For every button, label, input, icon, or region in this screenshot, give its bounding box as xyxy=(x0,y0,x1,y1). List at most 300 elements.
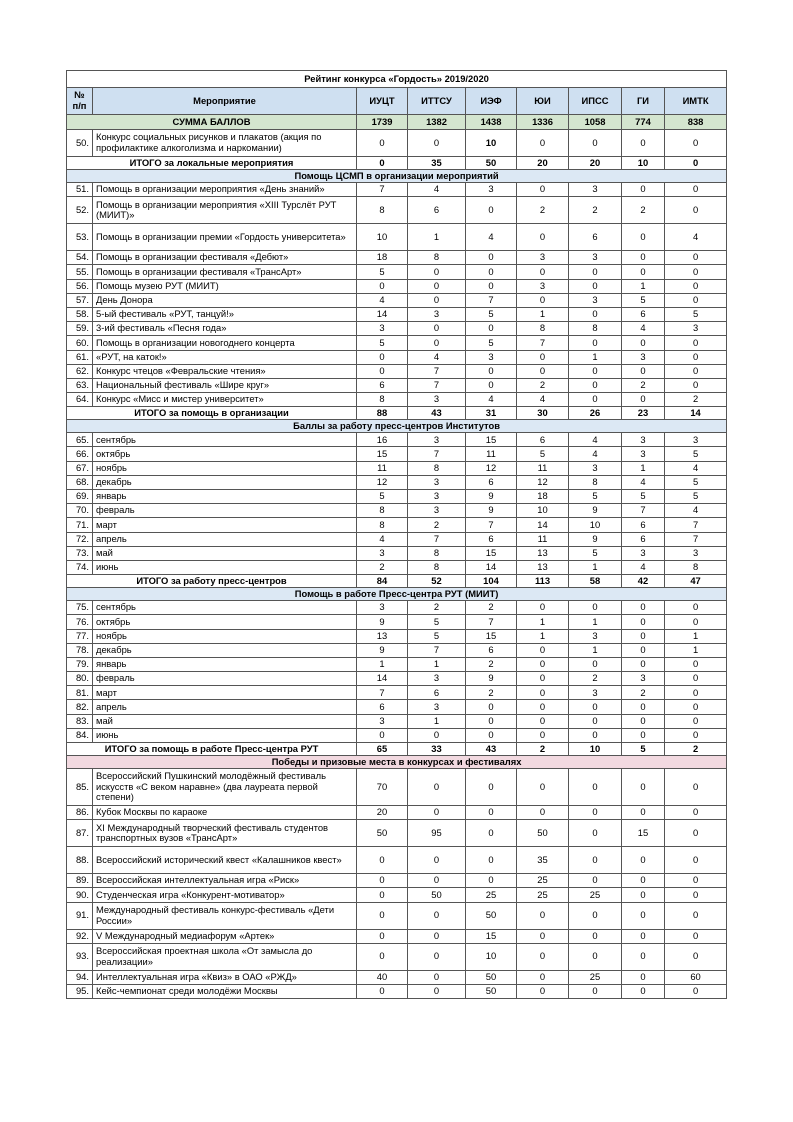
score-cell: 0 xyxy=(466,322,517,336)
score-cell: 7 xyxy=(665,518,727,532)
table-row xyxy=(67,322,727,336)
score-cell: 0 xyxy=(622,393,665,407)
score-cell: 0 xyxy=(569,769,622,806)
table-row xyxy=(67,888,727,902)
score-cell: 0 xyxy=(665,378,727,392)
score-cell: 2 xyxy=(665,393,727,407)
score-cell: 0 xyxy=(665,769,727,806)
score-cell: 70 xyxy=(357,769,408,806)
table-row xyxy=(67,847,727,874)
score-cell: 6 xyxy=(466,532,517,546)
sum-value: 1438 xyxy=(466,115,517,130)
score-cell: 0 xyxy=(665,847,727,874)
table-row xyxy=(67,293,727,307)
total-value: 26 xyxy=(569,407,622,420)
score-cell: 0 xyxy=(569,806,622,820)
score-cell: 50 xyxy=(466,970,517,984)
score-cell: 4 xyxy=(408,350,466,364)
score-cell: 0 xyxy=(569,378,622,392)
table-row xyxy=(67,728,727,742)
score-cell: 2 xyxy=(466,686,517,700)
event-name: Всероссийский исторический квест «Калашников квест» xyxy=(93,847,357,874)
score-cell: 13 xyxy=(517,560,569,574)
event-name: сентябрь xyxy=(93,601,357,615)
event-name: Всероссийская интеллектуальная игра «Риск» xyxy=(93,874,357,888)
total-value: 65 xyxy=(357,743,408,756)
header-institute: ЮИ xyxy=(517,88,569,115)
score-cell: 0 xyxy=(517,970,569,984)
score-cell: 4 xyxy=(622,322,665,336)
row-number: 66. xyxy=(67,447,93,461)
score-cell: 0 xyxy=(665,943,727,970)
row-number: 79. xyxy=(67,657,93,671)
table-row xyxy=(67,433,727,447)
score-cell: 0 xyxy=(622,874,665,888)
score-cell: 6 xyxy=(569,224,622,251)
section-title: Помощь ЦСМП в организации мероприятий xyxy=(67,170,727,183)
header-institute: ИЭФ xyxy=(466,88,517,115)
total-value: 10 xyxy=(569,743,622,756)
total-value: 0 xyxy=(665,157,727,170)
score-cell: 1 xyxy=(517,307,569,321)
total-value: 10 xyxy=(622,157,665,170)
score-cell: 10 xyxy=(357,224,408,251)
row-number: 52. xyxy=(67,197,93,224)
event-name: Конкурс чтецов «Февральские чтения» xyxy=(93,364,357,378)
score-cell: 0 xyxy=(357,902,408,929)
score-cell: 3 xyxy=(466,183,517,197)
event-name: «РУТ, на каток!» xyxy=(93,350,357,364)
score-cell: 1 xyxy=(665,629,727,643)
row-number: 92. xyxy=(67,929,93,943)
score-cell: 4 xyxy=(665,461,727,475)
row-number: 65. xyxy=(67,433,93,447)
score-cell: 0 xyxy=(622,902,665,929)
score-cell: 7 xyxy=(408,643,466,657)
score-cell: 6 xyxy=(357,700,408,714)
event-name: ноябрь xyxy=(93,461,357,475)
section-header-row xyxy=(67,588,727,601)
row-number: 75. xyxy=(67,601,93,615)
score-cell: 0 xyxy=(517,183,569,197)
event-name: Интеллектуальная игра «Квиз» в ОАО «РЖД» xyxy=(93,970,357,984)
score-cell: 3 xyxy=(622,672,665,686)
table-row xyxy=(67,970,727,984)
score-cell: 0 xyxy=(357,984,408,998)
score-cell: 0 xyxy=(466,364,517,378)
section-header-row xyxy=(67,170,727,183)
score-cell: 0 xyxy=(517,293,569,307)
score-cell: 15 xyxy=(466,929,517,943)
score-cell: 0 xyxy=(466,251,517,265)
score-cell: 0 xyxy=(569,874,622,888)
row-number: 95. xyxy=(67,984,93,998)
header-institute: ИМТК xyxy=(665,88,727,115)
total-value: 42 xyxy=(622,575,665,588)
score-cell: 0 xyxy=(466,714,517,728)
score-cell: 0 xyxy=(569,265,622,279)
score-cell: 15 xyxy=(466,546,517,560)
score-cell: 0 xyxy=(622,183,665,197)
total-value: 2 xyxy=(665,743,727,756)
score-cell: 50 xyxy=(466,902,517,929)
score-cell: 3 xyxy=(408,433,466,447)
event-name: Студенческая игра «Конкурент-мотиватор» xyxy=(93,888,357,902)
score-cell: 3 xyxy=(357,714,408,728)
score-cell: 0 xyxy=(569,847,622,874)
event-name: Конкурс социальных рисунков и плакатов (акция по профилактике алкоголизма и наркомании) xyxy=(93,130,357,157)
score-cell: 3 xyxy=(622,433,665,447)
event-name: январь xyxy=(93,490,357,504)
score-cell: 4 xyxy=(357,293,408,307)
score-cell: 7 xyxy=(408,378,466,392)
score-cell: 0 xyxy=(569,820,622,847)
score-cell: 0 xyxy=(665,902,727,929)
score-cell: 4 xyxy=(466,393,517,407)
score-cell: 4 xyxy=(357,532,408,546)
table-row xyxy=(67,364,727,378)
score-cell: 12 xyxy=(357,475,408,489)
score-cell: 0 xyxy=(517,769,569,806)
score-cell: 0 xyxy=(665,251,727,265)
table-row xyxy=(67,279,727,293)
table-row xyxy=(67,183,727,197)
table-row xyxy=(67,806,727,820)
score-cell: 3 xyxy=(357,322,408,336)
score-cell: 5 xyxy=(665,307,727,321)
score-cell: 3 xyxy=(622,350,665,364)
event-name: Помощь в организации премии «Гордость университета» xyxy=(93,224,357,251)
score-cell: 0 xyxy=(357,130,408,157)
table-row xyxy=(67,504,727,518)
score-cell: 0 xyxy=(517,657,569,671)
table-row xyxy=(67,490,727,504)
score-cell: 0 xyxy=(665,350,727,364)
score-cell: 0 xyxy=(466,874,517,888)
row-number: 83. xyxy=(67,714,93,728)
score-cell: 1 xyxy=(569,350,622,364)
score-cell: 50 xyxy=(466,984,517,998)
score-cell: 20 xyxy=(357,806,408,820)
event-name: 3-ий фестиваль «Песня года» xyxy=(93,322,357,336)
sum-value: 1382 xyxy=(408,115,466,130)
score-cell: 7 xyxy=(466,615,517,629)
score-cell: 0 xyxy=(569,364,622,378)
row-number: 68. xyxy=(67,475,93,489)
section-title: Победы и призовые места в конкурсах и фестивалях xyxy=(67,756,727,769)
sum-value: 1336 xyxy=(517,115,569,130)
score-cell: 5 xyxy=(466,307,517,321)
row-number: 88. xyxy=(67,847,93,874)
sum-label: СУММА БАЛЛОВ xyxy=(67,115,357,130)
score-cell: 11 xyxy=(517,532,569,546)
event-name: май xyxy=(93,546,357,560)
score-cell: 1 xyxy=(357,657,408,671)
score-cell: 0 xyxy=(622,943,665,970)
event-name: декабрь xyxy=(93,475,357,489)
score-cell: 13 xyxy=(357,629,408,643)
event-name: март xyxy=(93,518,357,532)
table-row xyxy=(67,475,727,489)
score-cell: 0 xyxy=(408,984,466,998)
score-cell: 7 xyxy=(408,364,466,378)
score-cell: 15 xyxy=(466,629,517,643)
score-cell: 6 xyxy=(408,197,466,224)
score-cell: 3 xyxy=(622,546,665,560)
score-cell: 4 xyxy=(408,183,466,197)
row-number: 54. xyxy=(67,251,93,265)
row-number: 90. xyxy=(67,888,93,902)
score-cell: 0 xyxy=(357,728,408,742)
score-cell: 4 xyxy=(569,433,622,447)
row-number: 62. xyxy=(67,364,93,378)
score-cell: 40 xyxy=(357,970,408,984)
event-name: Международный фестиваль конкурс-фестиваль «Дети России» xyxy=(93,902,357,929)
score-cell: 5 xyxy=(357,336,408,350)
score-cell: 0 xyxy=(466,769,517,806)
score-cell: 0 xyxy=(569,943,622,970)
table-row xyxy=(67,350,727,364)
score-cell: 0 xyxy=(517,350,569,364)
row-number: 63. xyxy=(67,378,93,392)
score-cell: 6 xyxy=(517,433,569,447)
score-cell: 0 xyxy=(569,393,622,407)
score-cell: 0 xyxy=(517,643,569,657)
event-name: Национальный фестиваль «Шире круг» xyxy=(93,378,357,392)
score-cell: 8 xyxy=(408,461,466,475)
score-cell: 7 xyxy=(466,518,517,532)
table-row xyxy=(67,820,727,847)
score-cell: 0 xyxy=(622,265,665,279)
row-number: 87. xyxy=(67,820,93,847)
score-cell: 0 xyxy=(517,224,569,251)
table-row xyxy=(67,984,727,998)
score-cell: 3 xyxy=(665,433,727,447)
score-cell: 1 xyxy=(569,643,622,657)
score-cell: 3 xyxy=(569,686,622,700)
table-row xyxy=(67,902,727,929)
score-cell: 2 xyxy=(408,518,466,532)
score-cell: 6 xyxy=(357,378,408,392)
score-cell: 9 xyxy=(466,490,517,504)
score-cell: 1 xyxy=(569,560,622,574)
score-cell: 12 xyxy=(517,475,569,489)
row-number: 60. xyxy=(67,336,93,350)
score-cell: 0 xyxy=(665,700,727,714)
score-cell: 5 xyxy=(408,629,466,643)
score-cell: 1 xyxy=(517,629,569,643)
score-cell: 0 xyxy=(408,943,466,970)
total-value: 113 xyxy=(517,575,569,588)
section-title: Баллы за работу пресс-центров Институтов xyxy=(67,420,727,433)
total-value: 88 xyxy=(357,407,408,420)
score-cell: 0 xyxy=(665,686,727,700)
total-row xyxy=(67,575,727,588)
score-cell: 0 xyxy=(408,970,466,984)
row-number: 53. xyxy=(67,224,93,251)
score-cell: 0 xyxy=(665,601,727,615)
total-value: 23 xyxy=(622,407,665,420)
row-number: 73. xyxy=(67,546,93,560)
total-value: 5 xyxy=(622,743,665,756)
score-cell: 0 xyxy=(408,728,466,742)
score-cell: 4 xyxy=(665,504,727,518)
score-cell: 3 xyxy=(569,629,622,643)
total-value: 20 xyxy=(569,157,622,170)
row-number: 82. xyxy=(67,700,93,714)
score-cell: 0 xyxy=(517,714,569,728)
table-row xyxy=(67,546,727,560)
score-cell: 0 xyxy=(357,279,408,293)
table-row xyxy=(67,336,727,350)
row-number: 64. xyxy=(67,393,93,407)
score-cell: 7 xyxy=(408,447,466,461)
row-number: 67. xyxy=(67,461,93,475)
score-cell: 0 xyxy=(357,847,408,874)
score-cell: 0 xyxy=(517,700,569,714)
score-cell: 8 xyxy=(569,322,622,336)
score-cell: 12 xyxy=(466,461,517,475)
score-cell: 0 xyxy=(665,874,727,888)
score-cell: 0 xyxy=(622,601,665,615)
score-cell: 3 xyxy=(517,279,569,293)
event-name: июнь xyxy=(93,560,357,574)
score-cell: 14 xyxy=(466,560,517,574)
score-cell: 0 xyxy=(665,130,727,157)
table-row xyxy=(67,929,727,943)
total-value: 52 xyxy=(408,575,466,588)
event-name: Кейс-чемпионат среди молодёжи Москвы xyxy=(93,984,357,998)
score-cell: 0 xyxy=(357,364,408,378)
score-cell: 8 xyxy=(408,251,466,265)
score-cell: 5 xyxy=(466,336,517,350)
score-cell: 0 xyxy=(622,728,665,742)
score-cell: 0 xyxy=(622,629,665,643)
score-cell: 5 xyxy=(517,447,569,461)
score-cell: 0 xyxy=(466,378,517,392)
score-cell: 2 xyxy=(622,686,665,700)
score-cell: 15 xyxy=(622,820,665,847)
score-cell: 2 xyxy=(466,657,517,671)
score-cell: 60 xyxy=(665,970,727,984)
score-cell: 4 xyxy=(622,475,665,489)
score-cell: 2 xyxy=(517,378,569,392)
section-header-row xyxy=(67,420,727,433)
total-value: 20 xyxy=(517,157,569,170)
row-number: 71. xyxy=(67,518,93,532)
score-cell: 0 xyxy=(408,322,466,336)
score-cell: 0 xyxy=(665,615,727,629)
row-number: 86. xyxy=(67,806,93,820)
score-cell: 0 xyxy=(357,888,408,902)
table-row xyxy=(67,224,727,251)
row-number: 50. xyxy=(67,130,93,157)
header-institute: ИУЦТ xyxy=(357,88,408,115)
score-cell: 8 xyxy=(569,475,622,489)
score-cell: 0 xyxy=(622,847,665,874)
score-cell: 0 xyxy=(622,224,665,251)
score-cell: 0 xyxy=(665,657,727,671)
score-cell: 0 xyxy=(408,806,466,820)
total-value: 31 xyxy=(466,407,517,420)
score-cell: 5 xyxy=(408,615,466,629)
rating-table xyxy=(66,70,727,999)
score-cell: 0 xyxy=(569,657,622,671)
score-cell: 0 xyxy=(622,970,665,984)
score-cell: 9 xyxy=(466,504,517,518)
score-cell: 25 xyxy=(517,874,569,888)
row-number: 93. xyxy=(67,943,93,970)
score-cell: 0 xyxy=(665,728,727,742)
row-number: 69. xyxy=(67,490,93,504)
score-cell: 5 xyxy=(569,490,622,504)
score-cell: 0 xyxy=(517,943,569,970)
table-row xyxy=(67,265,727,279)
score-cell: 8 xyxy=(357,504,408,518)
score-cell: 0 xyxy=(408,279,466,293)
total-row xyxy=(67,743,727,756)
score-cell: 5 xyxy=(357,490,408,504)
score-cell: 9 xyxy=(357,615,408,629)
score-cell: 2 xyxy=(466,601,517,615)
score-cell: 7 xyxy=(408,532,466,546)
score-cell: 8 xyxy=(357,197,408,224)
table-row xyxy=(67,643,727,657)
score-cell: 6 xyxy=(466,643,517,657)
table-row xyxy=(67,461,727,475)
score-cell: 95 xyxy=(408,820,466,847)
score-cell: 0 xyxy=(408,130,466,157)
total-value: 35 xyxy=(408,157,466,170)
table-row xyxy=(67,518,727,532)
score-cell: 1 xyxy=(622,461,665,475)
event-name: 5-ый фестиваль «РУТ, танцуй!» xyxy=(93,307,357,321)
event-name: декабрь xyxy=(93,643,357,657)
row-number: 78. xyxy=(67,643,93,657)
score-cell: 14 xyxy=(357,307,408,321)
header-event: Мероприятие xyxy=(93,88,357,115)
score-cell: 10 xyxy=(517,504,569,518)
row-number: 80. xyxy=(67,672,93,686)
score-cell: 0 xyxy=(466,820,517,847)
event-name: октябрь xyxy=(93,615,357,629)
total-value: 47 xyxy=(665,575,727,588)
score-cell: 5 xyxy=(665,475,727,489)
score-cell: 3 xyxy=(408,504,466,518)
score-cell: 0 xyxy=(665,672,727,686)
score-cell: 0 xyxy=(665,364,727,378)
score-cell: 18 xyxy=(517,490,569,504)
event-name: октябрь xyxy=(93,447,357,461)
total-label: ИТОГО за работу пресс-центров xyxy=(67,575,357,588)
score-cell: 16 xyxy=(357,433,408,447)
table-row xyxy=(67,943,727,970)
score-cell: 4 xyxy=(466,224,517,251)
event-name: Всероссийская проектная школа «От замысла до реализации» xyxy=(93,943,357,970)
score-cell: 25 xyxy=(569,888,622,902)
row-number: 55. xyxy=(67,265,93,279)
score-cell: 0 xyxy=(466,197,517,224)
table-row xyxy=(67,700,727,714)
score-cell: 10 xyxy=(466,130,517,157)
table-row xyxy=(67,130,727,157)
total-label: ИТОГО за помощь в организации xyxy=(67,407,357,420)
header-institute: ИТТСУ xyxy=(408,88,466,115)
score-cell: 0 xyxy=(569,601,622,615)
header-institute: ИПСС xyxy=(569,88,622,115)
score-cell: 2 xyxy=(622,197,665,224)
table-row xyxy=(67,686,727,700)
